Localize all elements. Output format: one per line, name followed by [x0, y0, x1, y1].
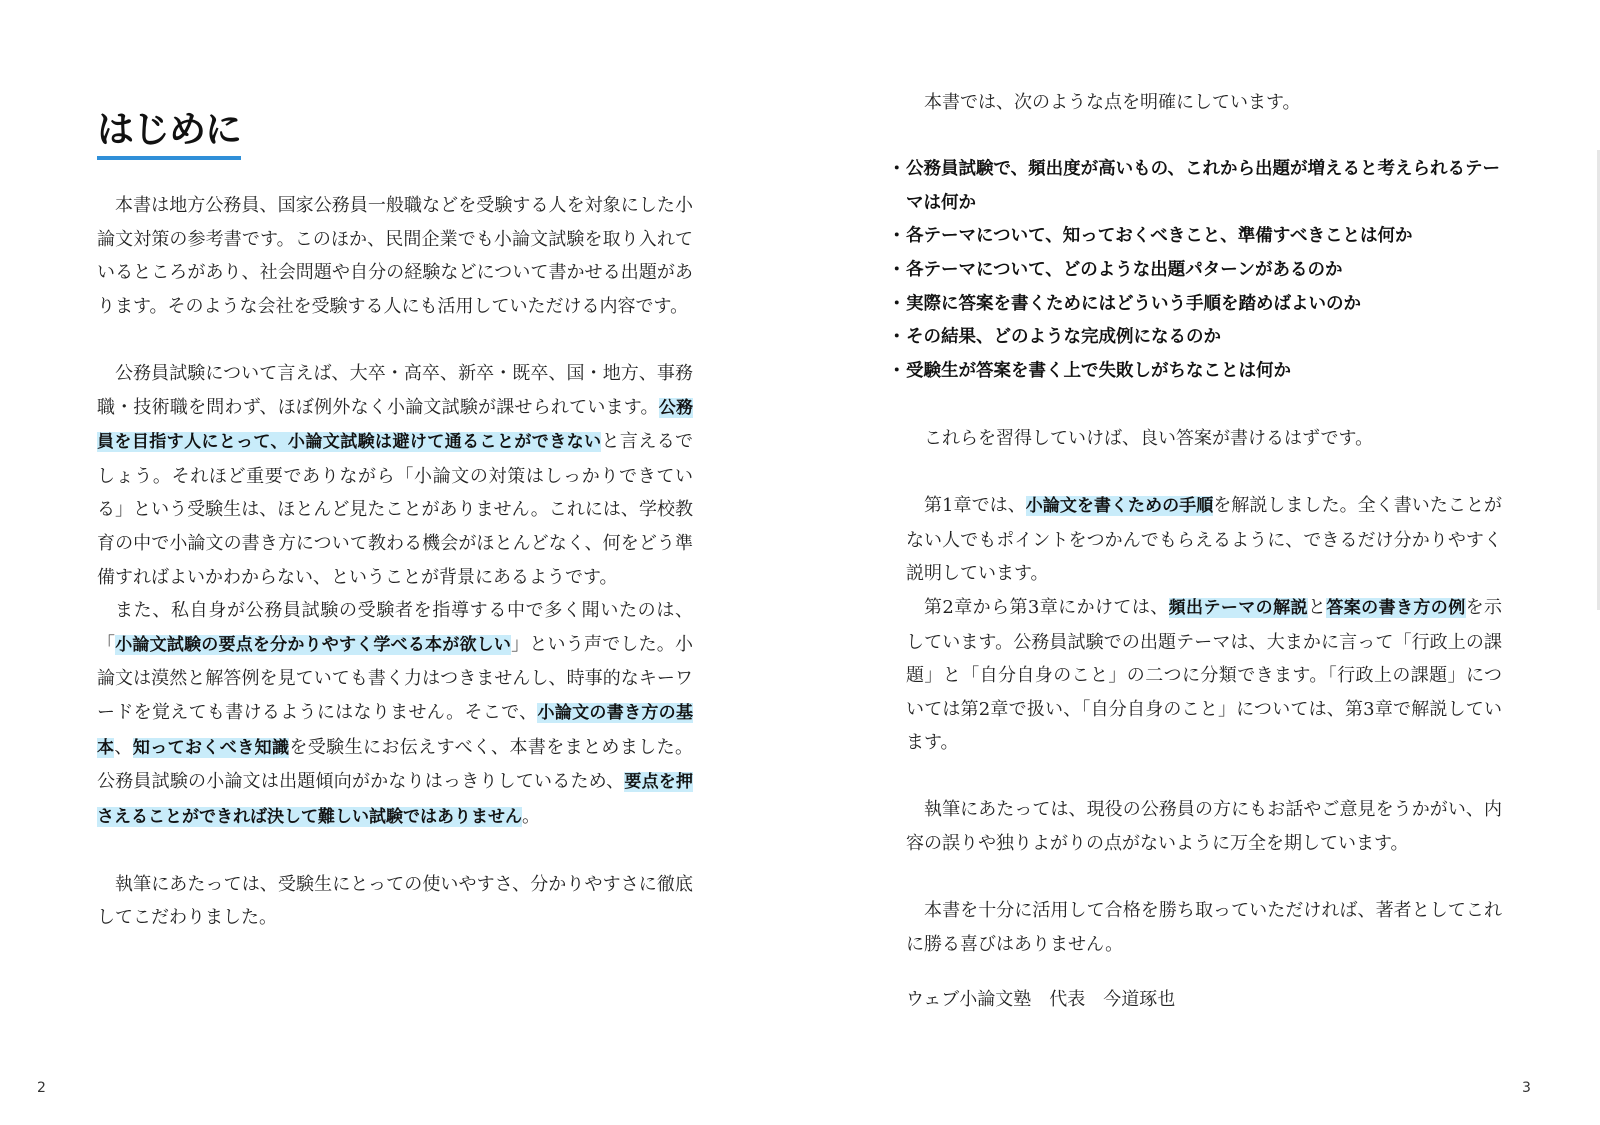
key-point-item: ・ 受験生が答案を書く上で失敗しがちなことは何か: [888, 355, 1502, 389]
key-point-item: ・ 各テーマについて、どのような出題パターンがあるのか: [888, 254, 1502, 288]
highlight: 公務員を目指す人にとって、小論文試験は避けて通ることができない: [97, 397, 693, 453]
key-point-item: ・ 公務員試験で、頻出度が高いもの、これから出題が増えると考えられるテーマは何か: [888, 153, 1502, 220]
paragraph: 本書は地方公務員、国家公務員一般職などを受験する人を対象にした小論文対策の参考書です。このほか、民間企業でも小論文試験を取り入れているところがあり、社会問題や自分の経験などについて書かせる出題があります。そのような会社を受験する人にも活用していただける内容です。: [97, 195, 693, 317]
highlight: 小論文を書くための手順: [1025, 496, 1214, 517]
paragraph: また、私自身が公務員試験の受験者を指導する中で多く聞いたのは、「小論文試験の要点を分かりやすく学べる本が欲しい」という声でした。小論文は漠然と解答例を見ていても書く力はつきませんし、時事的なキーワードを覚えても書けるようにはなりません。そこで、小論文の書き方の基本、知っておくべき知識を受験生にお伝えすべく、本書をまとめました。公務員試験の小論文は出題傾向がかなりはっきりしているため、要点を押さえることができれば決して難しい試験ではありません。: [97, 600, 694, 827]
highlight: 頻出テーマの解説: [1168, 597, 1308, 618]
paragraph: 第1章では、小論文を書くための手順を解説しました。全く書いたことがない人でもポイントをつかんでもらえるように、できるだけ分かりやすく説明しています。: [906, 495, 1503, 585]
paragraph: これらを習得していけば、良い答案が書けるはずです。: [924, 427, 1374, 449]
right-body-text: [906, 86, 1502, 1017]
highlight: 知っておくべき知識: [132, 737, 290, 758]
paragraph: 本書では、次のような点を明確にしています。: [924, 92, 1301, 113]
page-number: 2: [37, 1080, 46, 1096]
page-title: はじめに: [97, 108, 241, 160]
paragraph: 執筆にあたっては、受験生にとっての使いやすさ、分かりやすさに徹底してこだわりました。: [97, 873, 693, 929]
author-signature: ウェブ小論文塾 代表 今道琢也: [906, 989, 1176, 1011]
highlight: 要点を押さえることができれば決して難しい試験ではありません: [97, 772, 694, 827]
paragraph: 第2章から第3章にかけては、頻出テーマの解説と答案の書き方の例を示しています。公務員試験での出題テーマは、大まかに言って「行政上の課題」と「自分自身のこと」の二つに分類できます。「行政上の課題」については第2章で扱い、「自分自身のこと」については、第3章で解説しています。: [906, 596, 1503, 754]
paragraph: 本書を十分に活用して合格を勝ち取っていただければ、著者としてこれに勝る喜びはありません。: [906, 900, 1502, 955]
key-point-item: ・ その結果、どのような完成例になるのか: [888, 321, 1502, 355]
highlight: 小論文試験の要点を分かりやすく学べる本が欲しい: [115, 634, 512, 655]
page-number: 3: [1522, 1080, 1531, 1096]
key-points-list: [906, 153, 1502, 388]
highlight: 小論文の書き方の基本: [97, 702, 694, 758]
paragraph: 公務員試験について言えば、大卒・高卒、新卒・既卒、国・地方、事務職・技術職を問わず、ほぼ例外なく小論文試験が課せられています。公務員を目指す人にとって、小論文試験は避けて通ることができないと言えるでしょう。それほど重要でありながら「小論文の対策はしっかりできている」という受験生は、ほとんど見たことがありません。これには、学校教育の中で小論文の書き方について教わる機会がほとんどなく、何をどう準備すればよいかわからない、ということが背景にあるようです。: [97, 362, 693, 588]
paragraph: 執筆にあたっては、現役の公務員の方にもお話やご意見をうかがい、内容の誤りや独りよがりの点がないように万全を期しています。: [906, 799, 1502, 855]
key-point-item: ・ 実際に答案を書くためにはどういう手順を踏めばよいのか: [888, 288, 1502, 322]
left-body-text: [97, 189, 693, 935]
highlight: 答案の書き方の例: [1326, 597, 1466, 618]
key-point-item: ・ 各テーマについて、知っておくべきこと、準備すべきことは何か: [888, 220, 1502, 254]
